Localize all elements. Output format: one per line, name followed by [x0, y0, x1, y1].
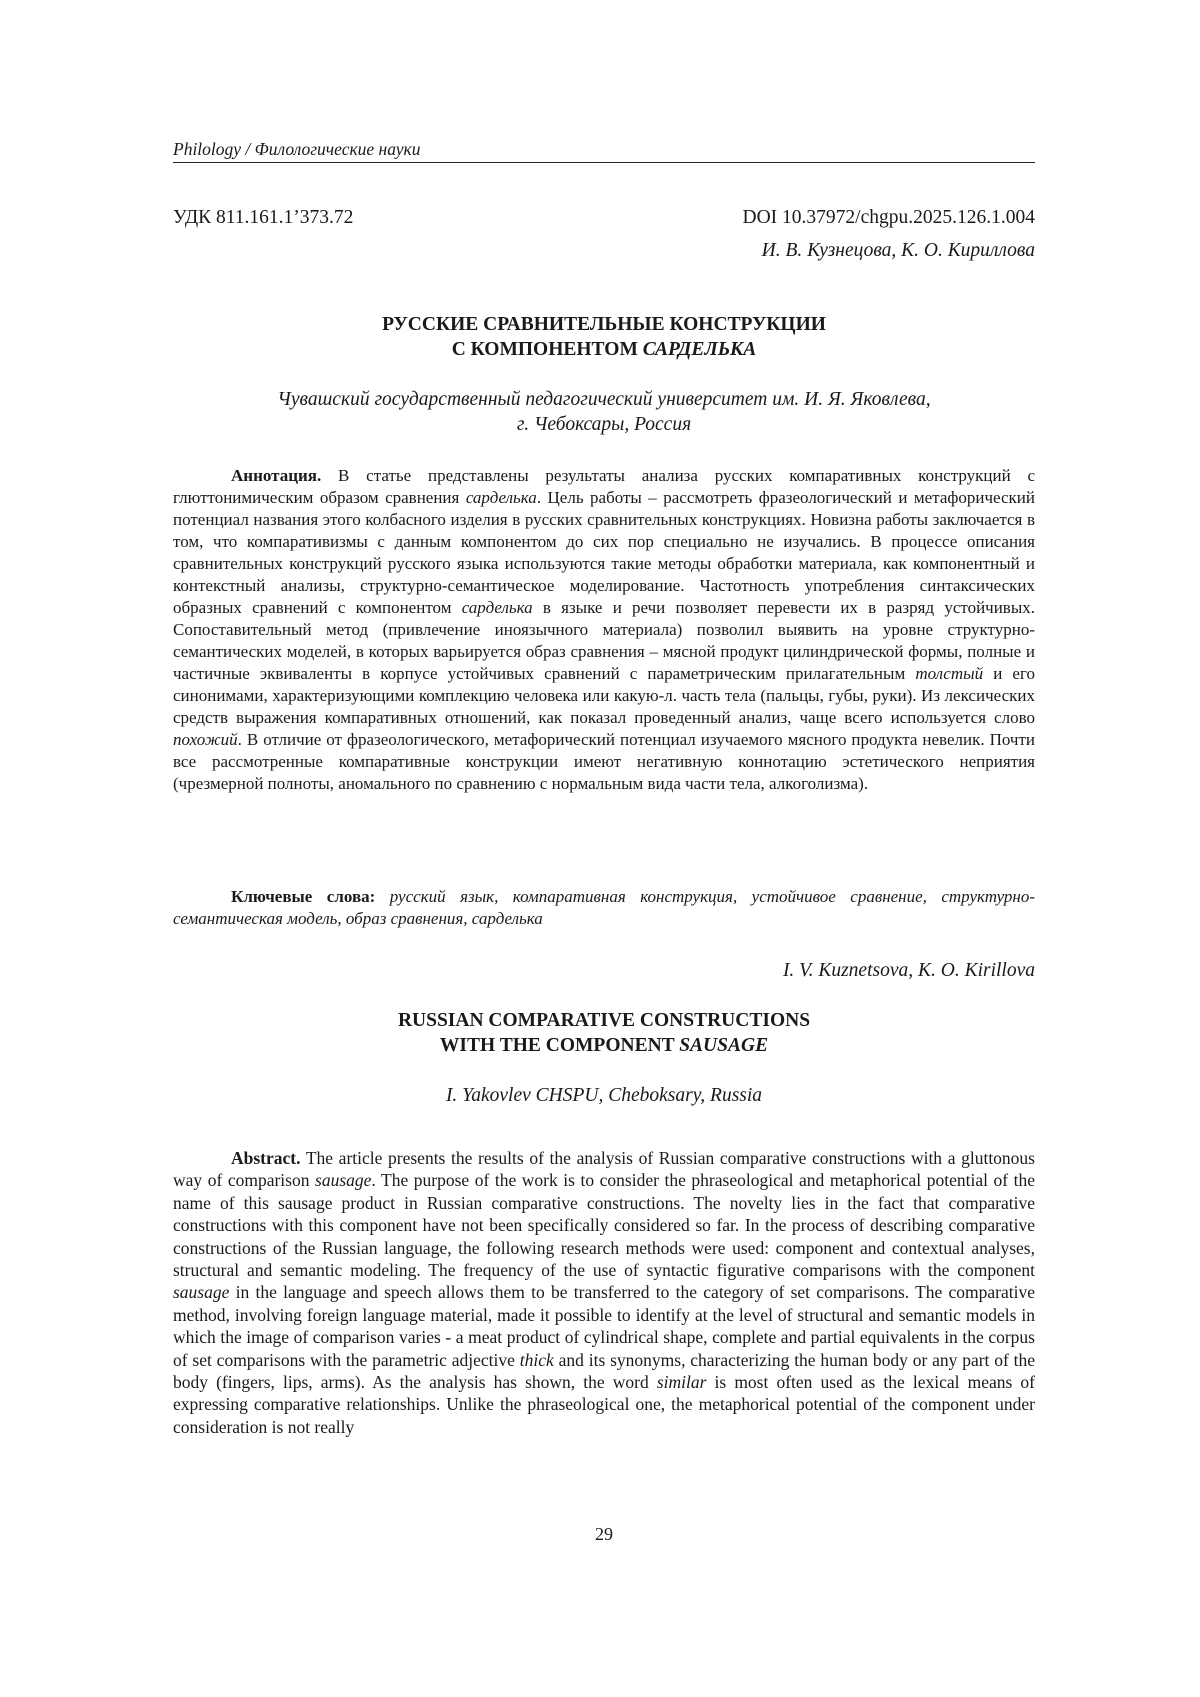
en-authors: I. V. Kuznetsova, K. O. Kirillova	[173, 959, 1035, 983]
en-abstract-label: Abstract.	[231, 1148, 301, 1168]
en-abstract-part5: is most often used as the lexical means of expressing comparative relationships. Unlike the phraseological one, the metaphorical potential of the component under consideration is not really	[173, 1372, 1035, 1437]
ru-title-line1: РУССКИЕ СРАВНИТЕЛЬНЫЕ КОНСТРУКЦИИ	[173, 312, 1035, 337]
en-abstract-part3: in the language and speech allows them to be transferred to the category of set comparisons. The comparative method, involving foreign language material, made it possible to identify at the level of structural and semantic models in which the image of comparison varies - a meat product of cylindrical shape, complete and partial equivalents in the corpus of set comparisons with the parametric adjective	[173, 1282, 1035, 1369]
ru-abstract-label: Аннотация.	[231, 466, 321, 485]
en-abstract-italic1: sausage	[315, 1170, 371, 1190]
en-abstract-italic4: similar	[657, 1372, 707, 1392]
doi: DOI 10.37972/chgpu.2025.126.1.004	[743, 206, 1035, 230]
en-title-line1: RUSSIAN COMPARATIVE CONSTRUCTIONS	[173, 1008, 1035, 1033]
en-title	[173, 1008, 1035, 1058]
ru-abstract-part2: . Цель работы – рассмотреть фразеологический и метафорический потенциал названия этого колбасного изделия в русских сравнительных конструкциях. Новизна работы заключается в том, что компаративизмы с данным компонентом до сих пор специально не изучались. В процессе описания сравнительных конструкций русского языка используются такие методы обработки материала, как компонентный и контекстный анализы, структурно-семантическое моделирование. Частотность употребления синтаксических образных сравнений с компонентом	[173, 488, 1035, 617]
page-number: 29	[173, 1523, 1035, 1545]
en-affiliation: I. Yakovlev CHSPU, Cheboksary, Russia	[173, 1083, 1035, 1108]
en-title-line2	[173, 1033, 1035, 1058]
ru-title	[173, 312, 1035, 362]
ru-abstract	[173, 465, 1035, 795]
ru-affiliation-line1: Чувашский государственный педагогический университет им. И. Я. Яковлева,	[173, 387, 1035, 412]
ru-abstract-part1: В статье представлены результаты анализа русских компаративных конструкций с глюттонимическим образом сравнения	[173, 466, 1035, 507]
udk-code: УДК 811.161.1’373.72	[173, 206, 353, 230]
en-abstract-part4: and its synonyms, characterizing the human body or any part of the body (fingers, lips, arms). As the analysis has shown, the word	[173, 1350, 1035, 1392]
ru-abstract-italic2: сарделька	[462, 598, 533, 617]
en-abstract-part2: . The purpose of the work is to consider the phraseological and metaphorical potential of the name of this sausage product in Russian comparative constructions. The novelty lies in the fact that comparative constructions with this component have not been specifically considered so far. In the process of describing comparative constructions of the Russian language, the following research methods were used: component and contextual analyses, structural and semantic modeling. The frequency of the use of syntactic figurative comparisons with the component	[173, 1170, 1035, 1280]
ru-affiliation-line2: г. Чебоксары, Россия	[173, 412, 1035, 437]
ru-title-line2-prefix: С КОМПОНЕНТОМ	[452, 339, 638, 360]
ru-keywords-list: русский язык, компаративная конструкция, устойчивое сравнение, структурно-семантическая модель, образ сравнения, сарделька	[173, 887, 1035, 928]
ru-abstract-part5: . В отличие от фразеологического, метафорический потенциал изучаемого мясного продукта невелик. Почти все рассмотренные компаративные конструкции имеют негативную коннотацию эстетического неприятия (чрезмерной полноты, аномального по сравнению с нормальным вида части тела, алкоголизма).	[173, 730, 1035, 793]
en-title-line2-prefix: WITH THE COMPONENT	[440, 1035, 674, 1056]
en-title-line2-italic: SAUSAGE	[679, 1035, 768, 1056]
ru-abstract-italic4: похожий	[173, 730, 238, 749]
ru-keywords	[173, 886, 1035, 930]
ru-title-line2-italic: САРДЕЛЬКА	[643, 339, 757, 360]
ru-abstract-part3: в языке и речи позволяет перевести их в разряд устойчивых. Сопоставительный метод (привлечение иноязычного материала) позволил выявить на уровне структурно-семантических моделей, в которых варьируется образ сравнения – мясной продукт цилиндрической формы, полные и частичные эквиваленты в корпусе устойчивых сравнений с параметрическим прилагательным	[173, 598, 1035, 683]
ru-abstract-part4: и его синонимами, характеризующими комплекцию человека или какую-л. часть тела (пальцы, губы, руки). Из лексических средств выражения компаративных отношений, как показал проведенный анализ, чаще всего используется слово	[173, 664, 1035, 727]
ru-authors: И. В. Кузнецова, К. О. Кириллова	[173, 239, 1035, 263]
en-abstract-italic2: sausage	[173, 1282, 229, 1302]
running-head: Philology / Филологические науки	[173, 138, 1035, 163]
ru-abstract-italic1: сарделька	[466, 488, 537, 507]
en-abstract-part1: The article presents the results of the analysis of Russian comparative constructions with a gluttonous way of comparison	[173, 1148, 1035, 1190]
ru-affiliation	[173, 387, 1035, 437]
ru-keywords-label: Ключевые слова:	[231, 887, 375, 906]
ru-title-line2	[173, 337, 1035, 362]
ru-abstract-italic3: толстый	[915, 664, 983, 683]
en-abstract-italic3: thick	[520, 1350, 554, 1370]
page	[173, 0, 1035, 1697]
en-abstract	[173, 1147, 1035, 1438]
